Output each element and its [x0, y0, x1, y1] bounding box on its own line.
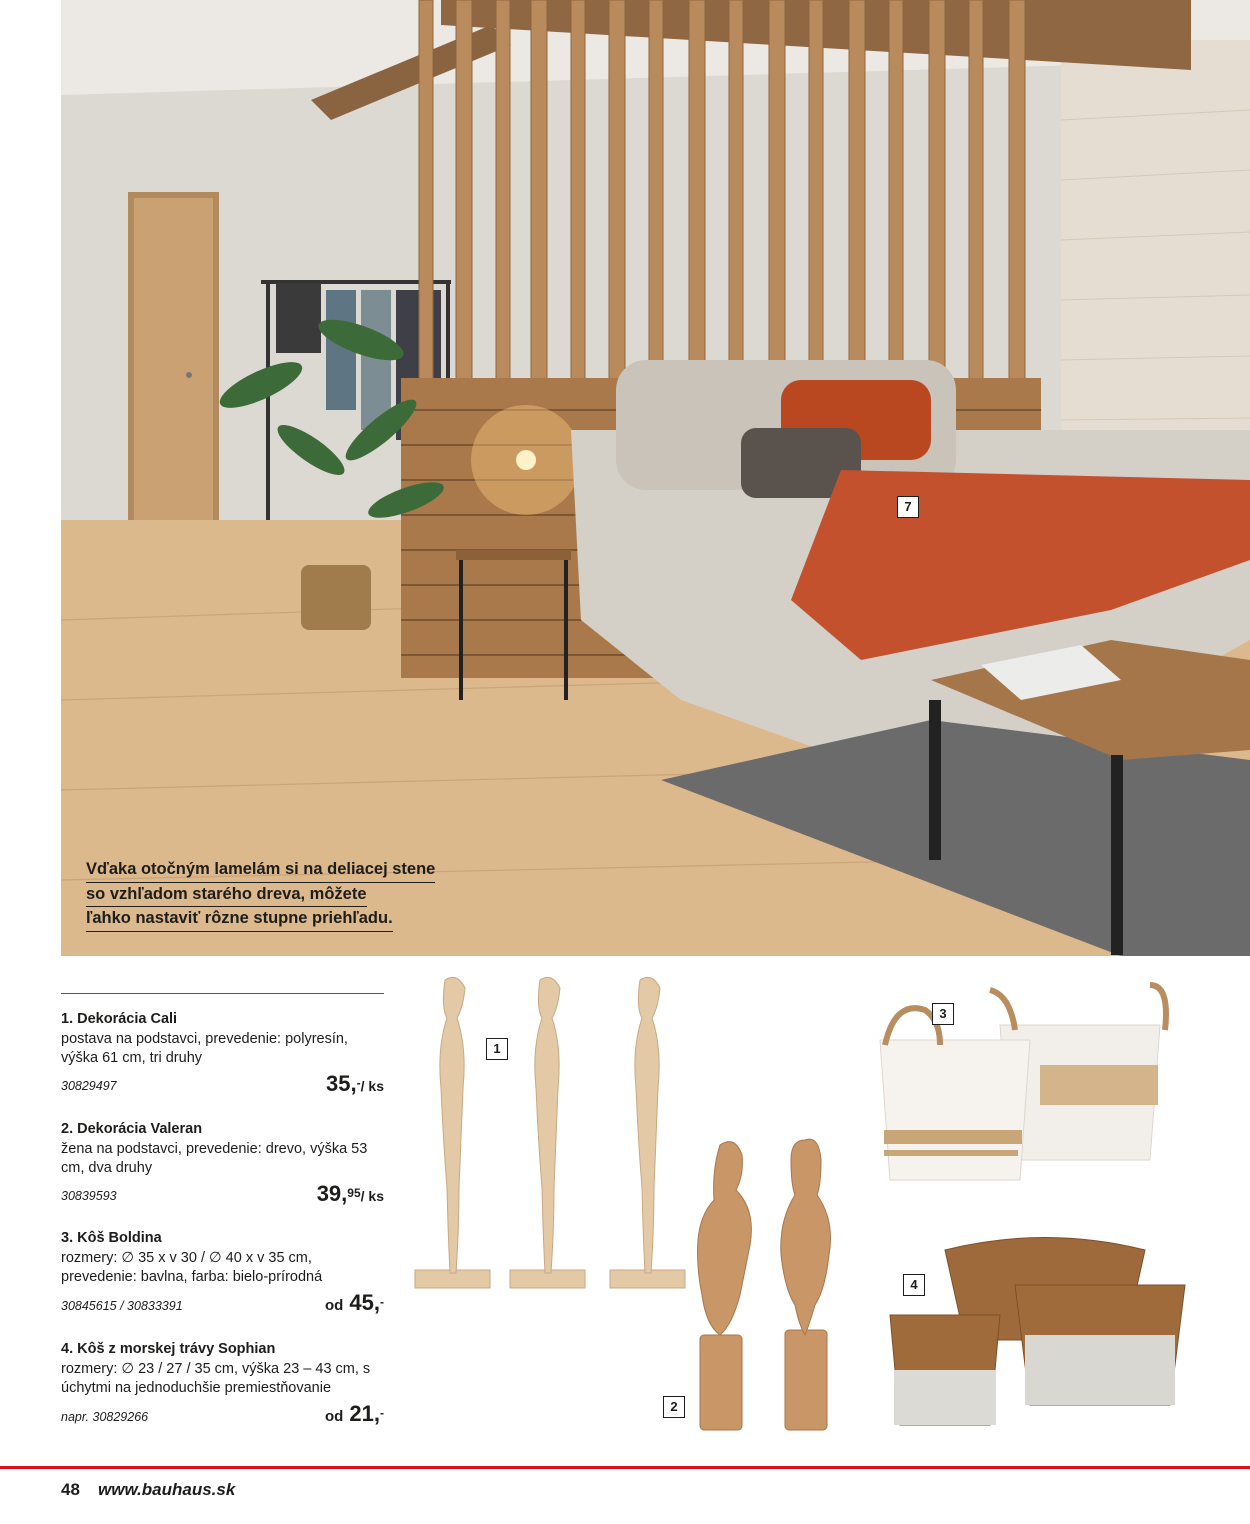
product-marker-7: 7	[897, 496, 919, 518]
product-price: 35,-/ ks	[326, 1070, 384, 1096]
product-marker-1: 1	[486, 1038, 508, 1060]
boldina-baskets-image	[880, 985, 1166, 1180]
caption-line-2: so vzhľadom starého dreva, môžete	[86, 883, 367, 908]
cali-figurines-image	[415, 977, 685, 1288]
product-marker-2: 2	[663, 1396, 685, 1418]
product-code: 30845615 / 30833391	[61, 1299, 183, 1313]
sophian-baskets-image	[890, 1238, 1185, 1426]
photo-caption	[86, 858, 435, 932]
product-title: 2. Dekorácia Valeran	[61, 1121, 203, 1137]
hero-photo	[61, 0, 1250, 956]
product-title: 3. Kôš Boldina	[61, 1230, 162, 1246]
caption-line-1: Vďaka otočným lamelám si na deliacej stene	[86, 858, 435, 883]
product-3	[61, 1229, 384, 1317]
product-title: 4. Kôš z morskej trávy Sophian	[61, 1341, 276, 1357]
product-price: od 21,-	[324, 1400, 384, 1426]
product-marker-3: 3	[932, 1003, 954, 1025]
product-code: 30839593	[61, 1189, 117, 1203]
list-divider	[61, 993, 384, 994]
product-description: rozmery: ∅ 35 x v 30 / ∅ 40 x v 35 cm, prevedenie: bavlna, farba: bielo-prírodná	[61, 1249, 323, 1285]
product-description: postava na podstavci, prevedenie: polyresín, výška 61 cm, tri druhy	[61, 1030, 348, 1066]
product-4	[61, 1340, 384, 1428]
caption-line-3: ľahko nastaviť rôzne stupne priehľadu.	[86, 907, 393, 932]
product-1	[61, 1010, 384, 1097]
footer-divider	[0, 1466, 1250, 1469]
product-price: od 45,-	[324, 1289, 384, 1315]
product-2	[61, 1120, 384, 1207]
product-marker-4: 4	[903, 1274, 925, 1296]
product-description: žena na podstavci, prevedenie: drevo, výška 53 cm, dva druhy	[61, 1140, 368, 1176]
product-code: napr. 30829266	[61, 1410, 149, 1424]
page-number: 48	[61, 1480, 80, 1499]
product-description: rozmery: ∅ 23 / 27 / 35 cm, výška 23 – 43 cm, s úchytmi na jednoduchšie premiestňovanie	[61, 1360, 371, 1396]
product-title: 1. Dekorácia Cali	[61, 1011, 178, 1027]
valeran-figures-image	[698, 1139, 831, 1430]
product-price: 39,95/ ks	[316, 1180, 384, 1206]
product-code: 30829497	[61, 1079, 117, 1093]
product-images	[400, 965, 1250, 1445]
footer-url[interactable]: www.bauhaus.sk	[98, 1480, 236, 1499]
bedroom-illustration	[61, 0, 1250, 956]
